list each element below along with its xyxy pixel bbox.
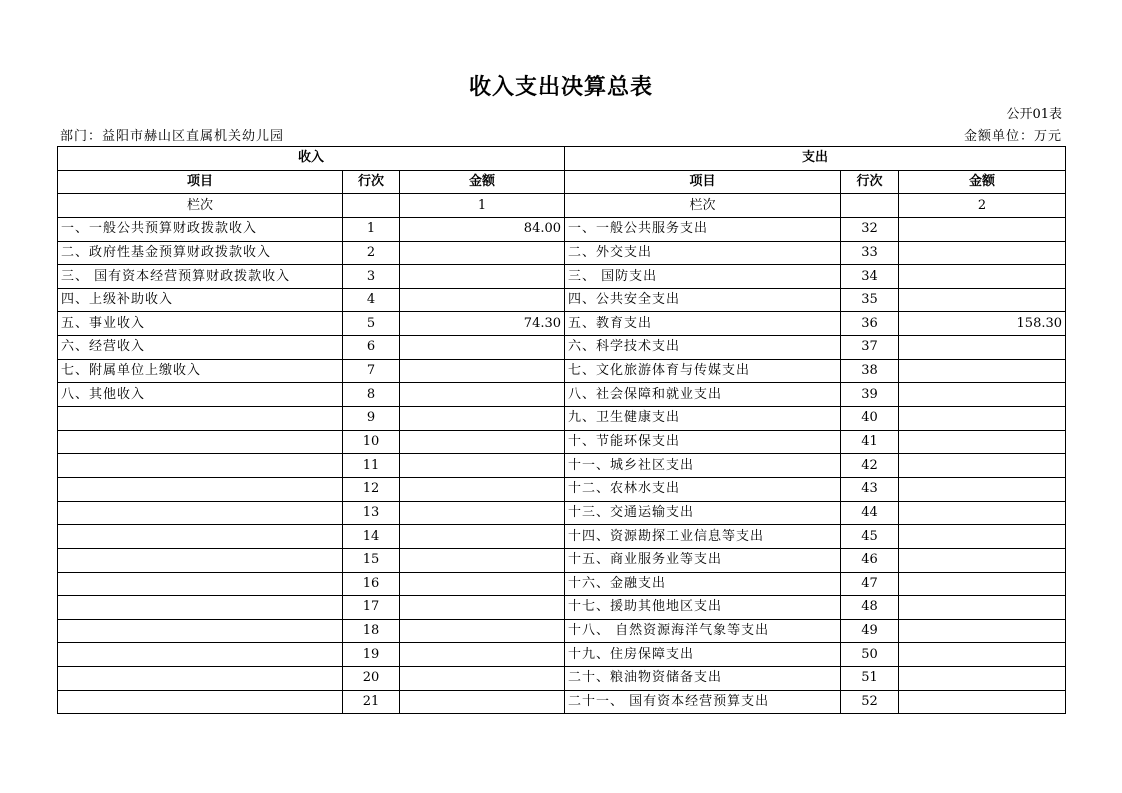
income-line-cell: 3 [343,265,400,289]
table-row [58,241,1066,265]
income-amount-cell: 84.00 [400,217,565,241]
expense-amount-cell [899,454,1066,478]
amount-unit-label: 金额单位：万元 [963,129,1062,144]
expense-amount-cell: 158.30 [899,312,1066,336]
expense-line-cell: 49 [841,619,899,643]
expense-amount-cell [899,359,1066,383]
expense-item-cell: 十五、商业服务业等支出 [565,548,841,572]
table-row [58,407,1066,431]
income-line-cell: 4 [343,288,400,312]
income-amount-cell [400,383,565,407]
expense-column-label: 栏次 [565,194,841,218]
expense-amount-cell [899,572,1066,596]
income-amount-cell [400,596,565,620]
expense-item-cell: 十二、农林水支出 [565,477,841,501]
income-line-cell: 13 [343,501,400,525]
income-amount-cell [400,430,565,454]
table-body [58,217,1066,713]
income-amount-cell [400,548,565,572]
income-line-cell: 1 [343,217,400,241]
income-item-cell [58,667,343,691]
income-item-header: 项目 [58,170,343,194]
expense-line-cell: 38 [841,359,899,383]
table-row [58,667,1066,691]
expense-line-cell: 37 [841,336,899,360]
expense-amount-cell [899,477,1066,501]
expense-column-number: 2 [899,194,1066,218]
income-line-cell: 14 [343,525,400,549]
income-line-header: 行次 [343,170,400,194]
income-column-blank [343,194,400,218]
table-row [58,288,1066,312]
expense-line-cell: 50 [841,643,899,667]
expense-item-cell: 三、 国防支出 [565,265,841,289]
income-item-cell [58,572,343,596]
expense-item-cell: 七、文化旅游体育与传媒支出 [565,359,841,383]
expense-item-cell: 十六、金融支出 [565,572,841,596]
table-row [58,643,1066,667]
income-item-cell: 四、上级补助收入 [58,288,343,312]
department-label: 部门：益阳市赫山区直属机关幼儿园 [60,129,285,144]
income-amount-cell [400,619,565,643]
expense-amount-cell [899,525,1066,549]
table-row [58,430,1066,454]
expense-item-cell: 二十一、 国有资本经营预算支出 [565,690,841,714]
income-amount-cell [400,359,565,383]
expense-amount-cell [899,430,1066,454]
table-row [58,454,1066,478]
expense-line-header: 行次 [841,170,899,194]
form-code: 公开01表 [1006,107,1062,122]
expense-item-cell: 八、社会保障和就业支出 [565,383,841,407]
income-item-cell: 八、其他收入 [58,383,343,407]
income-line-cell: 20 [343,667,400,691]
expense-line-cell: 36 [841,312,899,336]
table-row [58,336,1066,360]
expense-amount-cell [899,265,1066,289]
expense-item-cell: 十八、 自然资源海洋气象等支出 [565,619,841,643]
expense-amount-cell [899,241,1066,265]
table-row [58,690,1066,714]
income-line-cell: 10 [343,430,400,454]
column-header-row [58,170,1066,194]
expense-amount-cell [899,336,1066,360]
expense-amount-cell [899,619,1066,643]
table-row [58,548,1066,572]
income-amount-cell [400,407,565,431]
income-item-cell [58,690,343,714]
income-item-cell: 二、政府性基金预算财政拨款收入 [58,241,343,265]
table-row [58,596,1066,620]
income-line-cell: 9 [343,407,400,431]
expense-amount-cell [899,596,1066,620]
expense-item-header: 项目 [565,170,841,194]
income-item-cell [58,454,343,478]
income-item-cell: 六、经营收入 [58,336,343,360]
income-item-cell [58,477,343,501]
expense-item-cell: 十、节能环保支出 [565,430,841,454]
expense-line-cell: 45 [841,525,899,549]
income-item-cell [58,525,343,549]
income-expense-table [57,146,1066,714]
income-amount-cell [400,690,565,714]
income-line-cell: 19 [343,643,400,667]
expense-line-cell: 44 [841,501,899,525]
expense-item-cell: 六、科学技术支出 [565,336,841,360]
income-item-cell: 一、一般公共预算财政拨款收入 [58,217,343,241]
expense-section-header: 支出 [565,147,1066,171]
income-amount-cell [400,643,565,667]
income-amount-header: 金额 [400,170,565,194]
expense-amount-cell [899,643,1066,667]
income-line-cell: 5 [343,312,400,336]
table-row [58,217,1066,241]
expense-amount-cell [899,383,1066,407]
expense-line-cell: 51 [841,667,899,691]
income-line-cell: 17 [343,596,400,620]
table-row [58,525,1066,549]
income-item-cell [58,596,343,620]
table-row [58,265,1066,289]
expense-item-cell: 十三、交通运输支出 [565,501,841,525]
income-line-cell: 2 [343,241,400,265]
expense-amount-header: 金额 [899,170,1066,194]
income-item-cell [58,430,343,454]
expense-line-cell: 42 [841,454,899,478]
income-line-cell: 12 [343,477,400,501]
expense-column-blank [841,194,899,218]
section-header-row [58,147,1066,171]
income-item-cell [58,643,343,667]
expense-amount-cell [899,501,1066,525]
table-row [58,359,1066,383]
expense-line-cell: 39 [841,383,899,407]
expense-amount-cell [899,217,1066,241]
expense-line-cell: 32 [841,217,899,241]
expense-item-cell: 九、卫生健康支出 [565,407,841,431]
income-amount-cell [400,241,565,265]
income-amount-cell [400,501,565,525]
income-amount-cell [400,667,565,691]
income-item-cell: 三、 国有资本经营预算财政拨款收入 [58,265,343,289]
expense-item-cell: 十四、资源勘探工业信息等支出 [565,525,841,549]
income-item-cell: 七、附属单位上缴收入 [58,359,343,383]
income-line-cell: 18 [343,619,400,643]
expense-line-cell: 40 [841,407,899,431]
table-row [58,477,1066,501]
expense-line-cell: 33 [841,241,899,265]
income-line-cell: 6 [343,336,400,360]
table-row [58,501,1066,525]
table-row [58,572,1066,596]
income-item-cell [58,619,343,643]
expense-line-cell: 41 [841,430,899,454]
income-section-header: 收入 [58,147,565,171]
income-item-cell [58,501,343,525]
income-line-cell: 16 [343,572,400,596]
page-title: 收入支出决算总表 [468,75,653,100]
expense-amount-cell [899,667,1066,691]
income-item-cell [58,548,343,572]
income-column-number: 1 [400,194,565,218]
income-amount-cell [400,525,565,549]
income-amount-cell [400,572,565,596]
income-column-label: 栏次 [58,194,343,218]
table-row [58,312,1066,336]
income-amount-cell [400,288,565,312]
expense-item-cell: 十九、住房保障支出 [565,643,841,667]
expense-amount-cell [899,288,1066,312]
income-line-cell: 8 [343,383,400,407]
expense-amount-cell [899,690,1066,714]
income-line-cell: 21 [343,690,400,714]
expense-line-cell: 46 [841,548,899,572]
expense-item-cell: 十一、城乡社区支出 [565,454,841,478]
expense-item-cell: 四、公共安全支出 [565,288,841,312]
income-amount-cell [400,454,565,478]
expense-item-cell: 二十、粮油物资储备支出 [565,667,841,691]
expense-line-cell: 35 [841,288,899,312]
income-line-cell: 11 [343,454,400,478]
income-amount-cell: 74.30 [400,312,565,336]
income-item-cell: 五、事业收入 [58,312,343,336]
expense-line-cell: 34 [841,265,899,289]
expense-amount-cell [899,548,1066,572]
expense-item-cell: 五、教育支出 [565,312,841,336]
income-line-cell: 15 [343,548,400,572]
income-line-cell: 7 [343,359,400,383]
expense-amount-cell [899,407,1066,431]
expense-line-cell: 43 [841,477,899,501]
income-amount-cell [400,336,565,360]
table-row [58,619,1066,643]
expense-item-cell: 二、外交支出 [565,241,841,265]
expense-item-cell: 一、一般公共服务支出 [565,217,841,241]
income-item-cell [58,407,343,431]
income-amount-cell [400,265,565,289]
table-row [58,383,1066,407]
column-index-row [58,194,1066,218]
expense-line-cell: 52 [841,690,899,714]
expense-item-cell: 十七、援助其他地区支出 [565,596,841,620]
expense-line-cell: 47 [841,572,899,596]
expense-line-cell: 48 [841,596,899,620]
income-amount-cell [400,477,565,501]
